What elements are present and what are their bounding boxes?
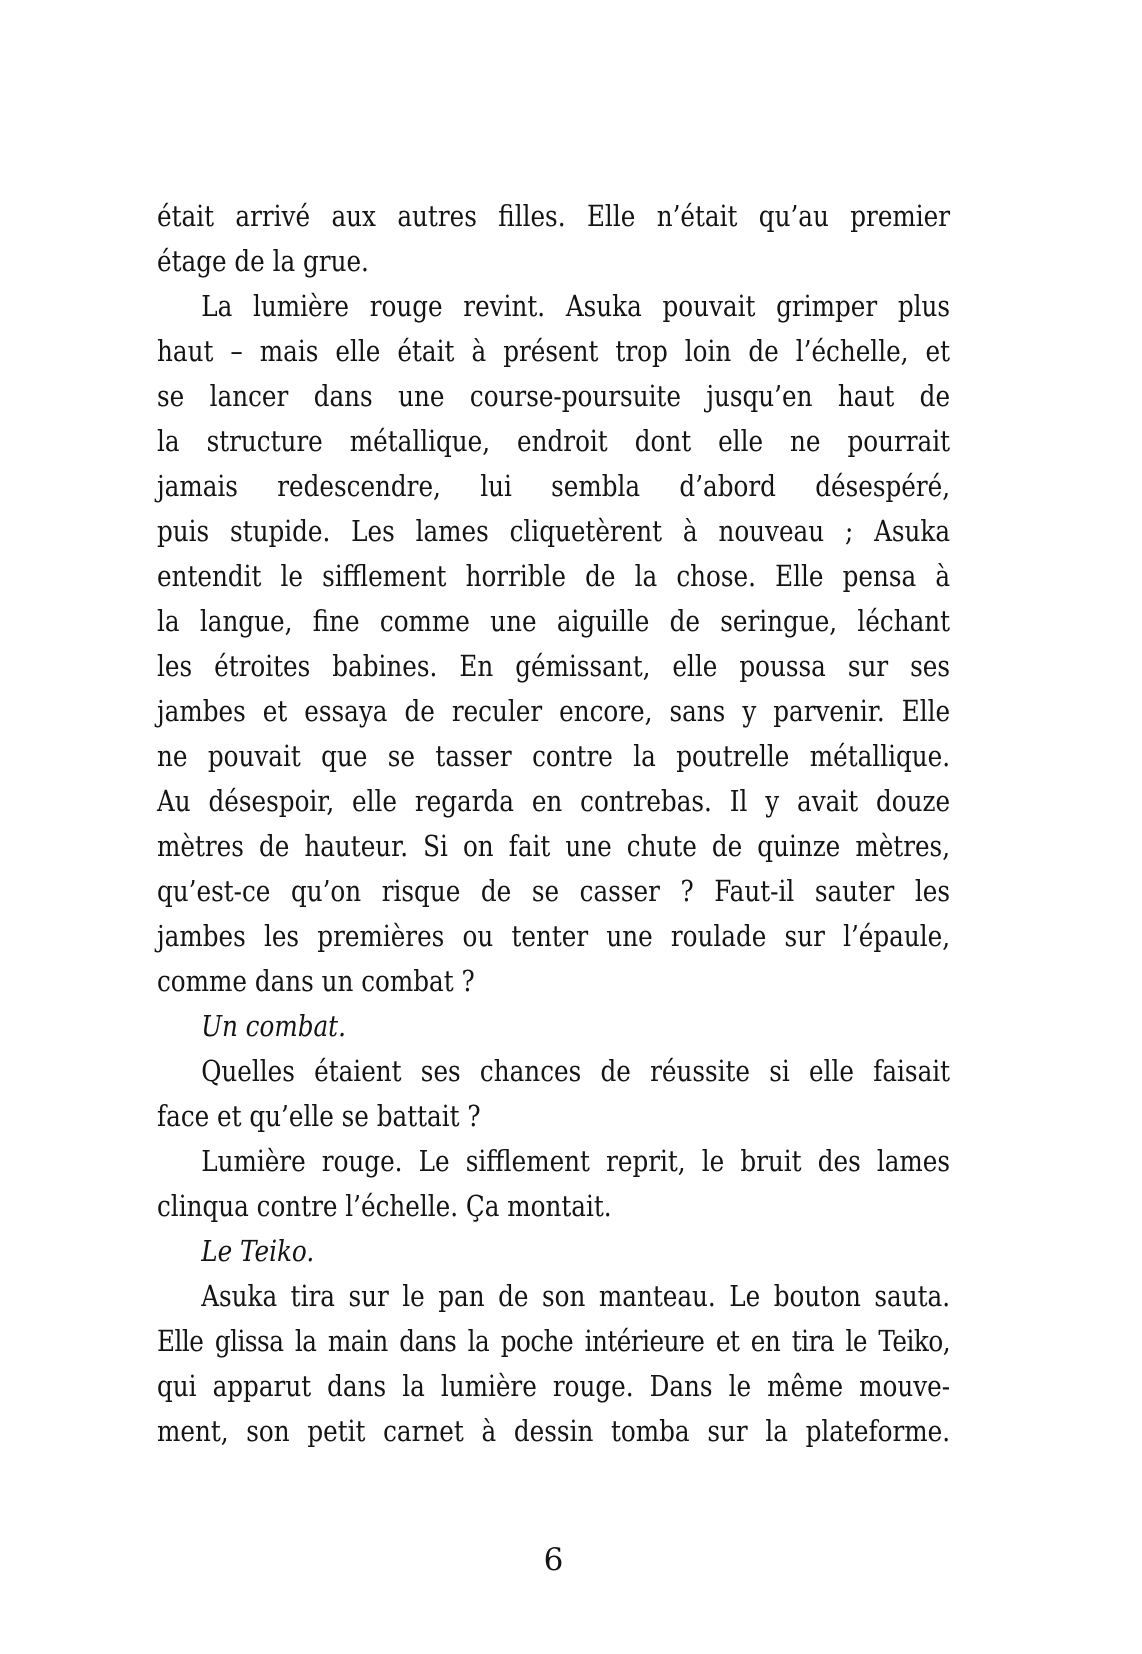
text-line: Lumière rouge. Le sifflement reprit, le bruit des lames bbox=[201, 1144, 951, 1178]
text-line: Le Teiko. bbox=[201, 1234, 315, 1268]
text-line: les étroites babines. En gémissant, elle poussa sur ses bbox=[157, 649, 951, 683]
body-text-lines bbox=[157, 194, 950, 1454]
text-line: comme dans un combat ? bbox=[157, 964, 475, 998]
text-line: qui apparut dans la lumière rouge. Dans le même mouve- bbox=[157, 1369, 951, 1403]
text-line: clinqua contre l’échelle. Ça montait. bbox=[157, 1189, 612, 1223]
text-line: Quelles étaient ses chances de réussite si elle faisait bbox=[201, 1054, 951, 1088]
text-line: qu’est-ce qu’on risque de se casser ? Faut-il sauter les bbox=[157, 874, 951, 908]
text-line: se lancer dans une course-poursuite jusqu’en haut de bbox=[157, 379, 951, 413]
text-line: ment, son petit carnet à dessin tomba sur la plateforme. bbox=[157, 1414, 951, 1448]
text-line: la structure métallique, endroit dont elle ne pourrait bbox=[157, 424, 951, 458]
text-line: La lumière rouge revint. Asuka pouvait grimper plus bbox=[201, 289, 951, 323]
body-text bbox=[157, 194, 950, 1454]
text-line: Un combat. bbox=[201, 1009, 346, 1043]
text-line: jambes les premières ou tenter une roulade sur l’épaule, bbox=[157, 919, 951, 953]
text-line: mètres de hauteur. Si on fait une chute de quinze mètres, bbox=[157, 829, 951, 863]
text-line: jambes et essaya de reculer encore, sans y parvenir. Elle bbox=[157, 694, 951, 728]
text-line: Elle glissa la main dans la poche intérieure et en tira le Teiko, bbox=[157, 1324, 951, 1358]
text-line: étage de la grue. bbox=[157, 244, 369, 278]
text-line: était arrivé aux autres filles. Elle n’était qu’au premier bbox=[157, 199, 951, 233]
text-line: haut – mais elle était à présent trop loin de l’échelle, et bbox=[157, 334, 951, 368]
text-line: jamais redescendre, lui sembla d’abord désespéré, bbox=[157, 469, 951, 503]
text-line: Au désespoir, elle regarda en contrebas. Il y avait douze bbox=[157, 784, 951, 818]
text-line: Asuka tira sur le pan de son manteau. Le bouton sauta. bbox=[201, 1279, 951, 1313]
text-line: la langue, fine comme une aiguille de seringue, léchant bbox=[157, 604, 951, 638]
text-line: puis stupide. Les lames cliquetèrent à nouveau ; Asuka bbox=[157, 514, 951, 548]
text-line: ne pouvait que se tasser contre la poutrelle métallique. bbox=[157, 739, 951, 773]
text-line: entendit le sifflement horrible de la chose. Elle pensa à bbox=[157, 559, 951, 593]
page-number: 6 bbox=[543, 1542, 564, 1578]
text-line: face et qu’elle se battait ? bbox=[157, 1099, 481, 1133]
